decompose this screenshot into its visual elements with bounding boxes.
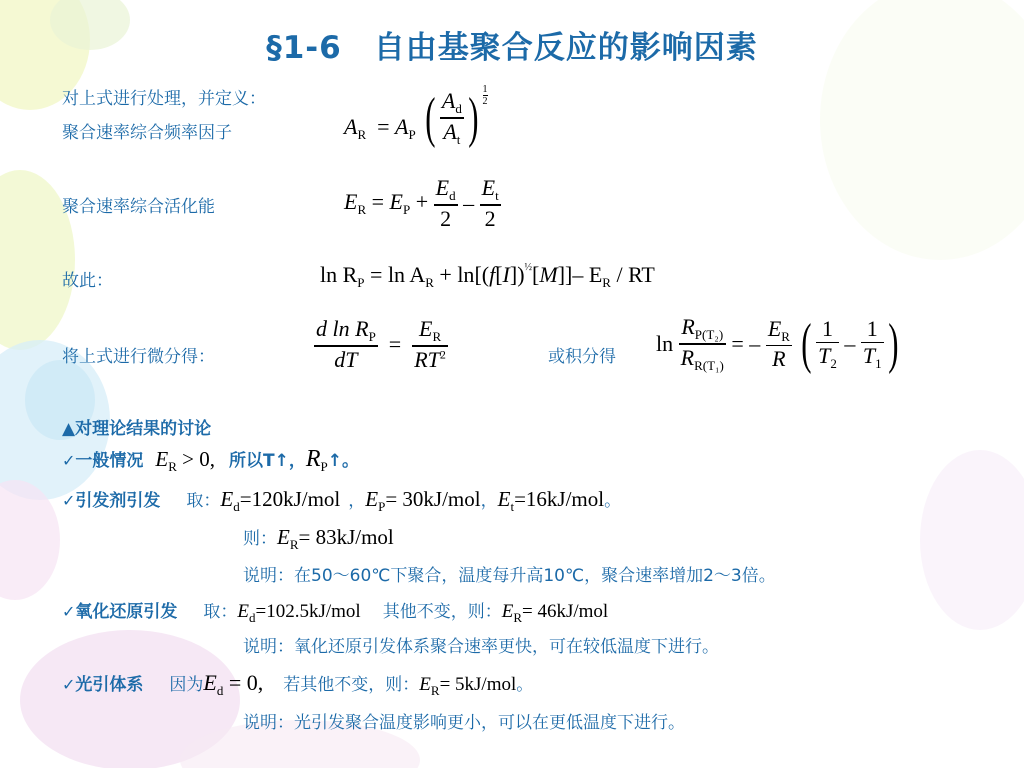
- redox-mid: 其他不变，则：: [382, 602, 502, 622]
- formula-differential: $\frac{d \ln R_P}{dT}$ = $\frac{E_R}{RT^2}$: [316, 316, 446, 372]
- page-title: §1-6 自由基聚合反应的影响因素: [266, 30, 758, 66]
- redox-ed: $E_d=102.5kJ$/mol: [237, 601, 361, 625]
- formula-activation-energy: $E_R = E_P$ + $\frac{E_d}{2}$ – $\frac{E_t}{2}$: [344, 175, 499, 231]
- photo-row: ✓ 光引体系 因为 $E_d = 0$, 若其他不变，则： $E_R= 5kJ/mol$ 。: [62, 670, 534, 698]
- checkmark-bullet-icon: ✓: [62, 675, 76, 694]
- initiator-label: 引发剂引发: [75, 491, 161, 511]
- intro-line-differential: 将上式进行微分得：: [62, 347, 215, 367]
- intro-line-therefore: 故此：: [62, 271, 113, 291]
- initiator-row: ✓ 引发剂引发 取： $E_d=120kJ$/mol ， $E_P= 30kJ/mol$ ， $E_t=16kJ$/mol 。: [62, 487, 622, 514]
- initiator-then: 则：: [243, 529, 277, 549]
- photo-er: $E_R= 5kJ/mol$: [419, 674, 517, 698]
- initiator-note: 说明：在50～60℃下聚合，温度每升高10℃，聚合速率增加2～3倍。: [243, 566, 776, 586]
- general-case-condition: $E_R > 0$,: [155, 447, 215, 474]
- initiator-et: $E_t=16kJ$/mol: [497, 487, 605, 514]
- initiator-ed: $E_d=120kJ$/mol: [220, 487, 341, 514]
- initiator-er: $E_R= 83kJ/mol$: [277, 525, 394, 552]
- intro-line-frequency-factor: 聚合速率综合频率因子: [62, 123, 232, 143]
- checkmark-bullet-icon: ✓: [62, 491, 76, 510]
- redox-row: [62, 597, 608, 626]
- photo-label: 光引体系: [75, 675, 144, 695]
- photo-ed: $E_d = 0$,: [203, 670, 264, 698]
- section-heading: ▲对理论结果的讨论: [62, 419, 212, 439]
- redox-note: 说明：氧化还原引发体系聚合速率更快，可在较低温度下进行。: [243, 637, 719, 657]
- checkmark-bullet-icon: ✓: [62, 602, 76, 621]
- intro-line-define: 对上式进行处理，并定义：: [62, 89, 266, 109]
- formula-integral: ln $\frac{R_{P(T_2)}}{R_{R(T_1)}}$ = – $\frac{E_R}{R}$ ( $\frac{1}{T_2}$ – $\frac{1}{T_1}$ ): [656, 312, 899, 375]
- redox-take: 取：: [203, 602, 238, 622]
- initiator-ep: $E_P= 30kJ/mol$: [365, 487, 481, 514]
- general-case-row: [62, 446, 359, 475]
- initiator-then-row: [243, 524, 394, 553]
- intro-line-integral: 或积分得: [548, 347, 616, 367]
- checkmark-bullet-icon: ✓: [62, 451, 76, 470]
- photo-because: 因为: [169, 675, 204, 695]
- initiator-take: 取：: [186, 491, 221, 511]
- photo-note: 说明：光引发聚合温度影响更小，可以在更低温度下进行。: [243, 713, 685, 733]
- redox-label: 氧化还原引发: [75, 602, 178, 622]
- formula-log-rate: $\ln R_P = \ln A_R + \ln[(f[I])^{\frac{1}{2}}[M]]-$ $E_R$ / RT: [320, 262, 655, 290]
- general-case-result: 所以T↑，: [229, 451, 306, 471]
- photo-mid: 若其他不变，则：: [283, 675, 420, 695]
- general-case-label: 一般情况: [75, 451, 144, 471]
- general-case-rp: $R_P$: [305, 446, 328, 474]
- general-case-arrow: ↑。: [327, 451, 359, 471]
- formula-frequency-factor: $A_R = A_P$ ( $\frac{A_d}{A_t}$ ) $\frac{1}{2}$: [344, 84, 488, 149]
- intro-line-activation-energy: 聚合速率综合活化能: [62, 197, 215, 217]
- redox-er: $E_R= 46kJ/mol$: [501, 601, 609, 625]
